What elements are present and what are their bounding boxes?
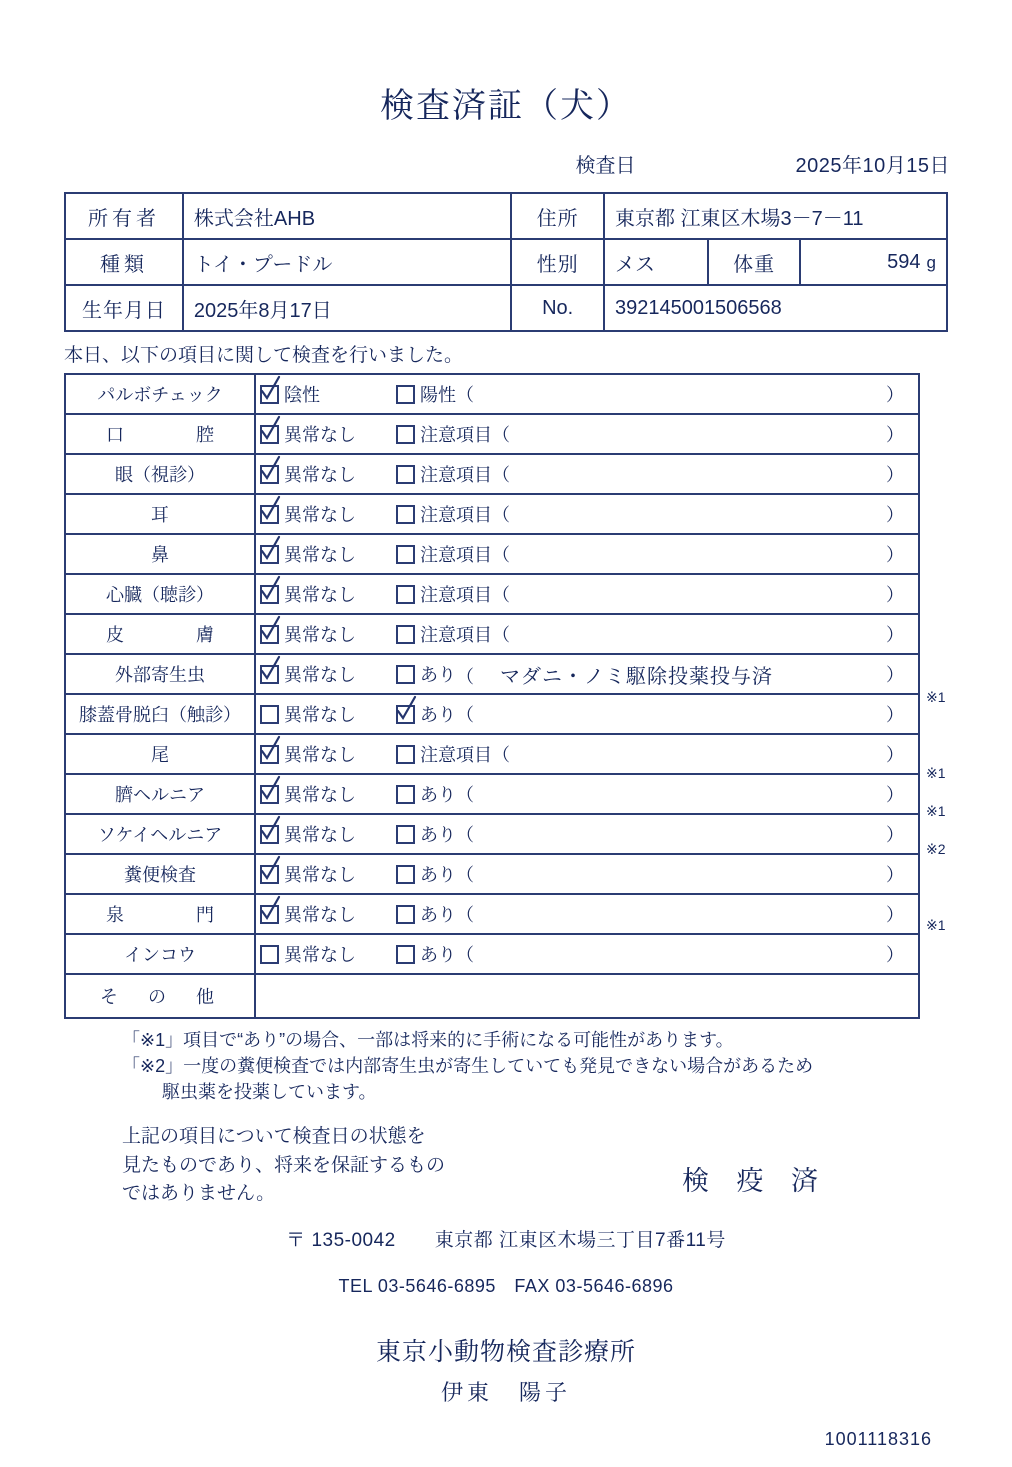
checkbox-option-1[interactable]: [260, 701, 396, 727]
checkbox-icon[interactable]: [260, 385, 279, 404]
sex-value: メス: [604, 239, 708, 285]
exam-item-label: インコウ: [65, 934, 255, 974]
table-row: [65, 774, 919, 814]
checkbox-option-1[interactable]: [260, 621, 396, 647]
checkbox-icon[interactable]: [396, 865, 415, 884]
checkbox-option-1[interactable]: [260, 661, 396, 687]
table-row: [65, 614, 919, 654]
remark-area: [456, 381, 918, 407]
checkbox-icon[interactable]: [396, 465, 415, 484]
check-mark-icon: [260, 495, 282, 521]
footnote-marker: ※1: [926, 917, 946, 933]
exam-item-options: [255, 654, 919, 694]
checkbox-label: 陽性: [420, 385, 456, 405]
sex-label: 性別: [511, 239, 604, 285]
table-row: [65, 494, 919, 534]
table-row: [65, 694, 919, 734]
table-row: [65, 285, 947, 331]
checkbox-label: 注意項目: [420, 585, 492, 605]
exam-date-row: [0, 149, 1012, 178]
exam-item-options: [255, 374, 919, 414]
checkbox-option-2[interactable]: [396, 781, 456, 807]
checkbox-option-1[interactable]: [260, 941, 396, 967]
checkbox-icon[interactable]: [396, 505, 415, 524]
breed-label: 種類: [65, 239, 183, 285]
footnote-2-line1: 「※2」一度の糞便検査では内部寄生虫が寄生していても発見できない場合があるため: [122, 1056, 814, 1077]
remark-area: [456, 901, 918, 927]
remark-close-paren: ）: [886, 385, 904, 405]
disclaimer-line-2: 見たものであり、将来を保証するもの: [122, 1154, 446, 1176]
check-mark-icon: [260, 655, 282, 681]
checkbox-option-1[interactable]: [260, 861, 396, 887]
checkbox-icon[interactable]: [260, 505, 279, 524]
remark-close-paren: ）: [886, 545, 904, 565]
table-row: [65, 239, 947, 285]
remark-area: [492, 541, 918, 567]
checkbox-label: 異常なし: [284, 745, 356, 765]
exam-item-label: 外部寄生虫: [65, 654, 255, 694]
checkbox-option-1[interactable]: [260, 781, 396, 807]
weight-unit: g: [926, 252, 936, 272]
checkbox-option-1[interactable]: [260, 581, 396, 607]
exam-item-label: 耳: [65, 494, 255, 534]
table-row: [65, 814, 919, 854]
checkbox-option-1[interactable]: [260, 461, 396, 487]
exam-item-options: [255, 494, 919, 534]
remark-close-paren: ）: [886, 905, 904, 925]
checkbox-option-1[interactable]: [260, 741, 396, 767]
checkbox-label: あり: [420, 945, 456, 965]
checkbox-icon[interactable]: [396, 585, 415, 604]
examination-table: [64, 373, 920, 1019]
checkbox-label: 注意項目: [420, 625, 492, 645]
exam-item-label: ソケイヘルニア: [65, 814, 255, 854]
checkbox-icon[interactable]: [260, 625, 279, 644]
checkbox-label: 陰性: [284, 385, 320, 405]
checkbox-icon[interactable]: [260, 665, 279, 684]
checkbox-option-2[interactable]: [396, 541, 492, 567]
remark-open-paren: （: [456, 825, 474, 845]
remark-area: [456, 660, 918, 689]
checkbox-option-2[interactable]: [396, 821, 456, 847]
table-row: [65, 934, 919, 974]
checkbox-option-2[interactable]: [396, 461, 492, 487]
remark-open-paren: （: [492, 425, 510, 445]
remark-area: [456, 821, 918, 847]
checkbox-icon[interactable]: [396, 945, 415, 964]
check-mark-icon: [260, 895, 282, 921]
exam-item-options: [255, 814, 919, 854]
checkbox-icon[interactable]: [260, 865, 279, 884]
checkbox-option-1[interactable]: [260, 821, 396, 847]
footnotes: [64, 1027, 948, 1105]
clinic-contact: TEL 03-5646-6895 FAX 03-5646-6896: [338, 1275, 674, 1296]
checkbox-label: 注意項目: [420, 745, 492, 765]
remark-area: [492, 501, 918, 527]
checkbox-option-1[interactable]: [260, 421, 396, 447]
disclaimer-line-1: 上記の項目について検査日の状態を: [122, 1126, 426, 1148]
checkbox-label: 異常なし: [284, 825, 356, 845]
remark-area: [456, 781, 918, 807]
exam-item-options: [255, 854, 919, 894]
checkbox-icon[interactable]: [396, 705, 415, 724]
remark-open-paren: （: [456, 785, 474, 805]
check-mark-icon: [260, 575, 282, 601]
table-row: [65, 894, 919, 934]
remark-open-paren: （: [492, 625, 510, 645]
disclaimer-line-3: ではありません。: [122, 1183, 276, 1205]
quarantine-stamp: 検 疫 済: [681, 1166, 828, 1197]
exam-item-options: [255, 934, 919, 974]
weight-label: 体重: [708, 239, 800, 285]
owner-value: 株式会社AHB: [183, 193, 511, 239]
owner-label: 所有者: [65, 193, 183, 239]
remark-area: [492, 581, 918, 607]
exam-item-label: 泉 門: [65, 894, 255, 934]
table-row: [65, 574, 919, 614]
exam-item-options: [255, 694, 919, 734]
checkbox-option-1[interactable]: [260, 901, 396, 927]
exam-item-label: パルボチェック: [65, 374, 255, 414]
weight-value: 594: [887, 250, 921, 273]
table-row: [65, 974, 919, 1018]
footnote-2-line2: 駆虫薬を投薬しています。: [162, 1082, 377, 1103]
exam-item-label: 心臓（聴診）: [65, 574, 255, 614]
checkbox-label: 異常なし: [284, 505, 356, 525]
remark-close-paren: ）: [886, 625, 904, 645]
remark-text: マダニ・ノミ駆除投薬投与済: [500, 665, 773, 688]
checkbox-icon[interactable]: [260, 705, 279, 724]
checkbox-label: あり: [420, 705, 456, 725]
weight-value-cell: [800, 239, 947, 285]
checkbox-icon[interactable]: [260, 545, 279, 564]
footnote-marker: ※2: [926, 841, 946, 857]
registration-no-value: 392145001506568: [604, 285, 947, 331]
table-row: [65, 374, 919, 414]
footnote-marker: ※1: [926, 803, 946, 819]
checkbox-option-2[interactable]: [396, 621, 492, 647]
exam-item-options: [255, 454, 919, 494]
checkbox-label: 注意項目: [420, 505, 492, 525]
checkbox-icon[interactable]: [396, 825, 415, 844]
remark-close-paren: ）: [886, 865, 904, 885]
checkbox-option-1[interactable]: [260, 501, 396, 527]
checkbox-label: 異常なし: [284, 905, 356, 925]
exam-item-options: [255, 414, 919, 454]
clinic-address: 〒 135-0042 東京都 江東区木場三丁目7番11号: [286, 1229, 726, 1251]
check-mark-icon: [260, 855, 282, 881]
checkbox-icon[interactable]: [260, 465, 279, 484]
remark-open-paren: （: [456, 865, 474, 885]
remark-open-paren: （: [492, 585, 510, 605]
exam-date-value: 2025年10月15日: [795, 155, 950, 177]
remark-close-paren: ）: [886, 825, 904, 845]
remark-open-paren: （: [456, 705, 474, 725]
other-item-value: [255, 974, 919, 1018]
checkbox-label: あり: [420, 785, 456, 805]
check-mark-icon: [260, 455, 282, 481]
footnote-marker: ※1: [926, 689, 946, 705]
remark-close-paren: ）: [886, 505, 904, 525]
checkbox-label: あり: [420, 905, 456, 925]
checkbox-option-2[interactable]: [396, 381, 456, 407]
checkbox-option-2[interactable]: [396, 661, 456, 687]
remark-close-paren: ）: [886, 585, 904, 605]
check-mark-icon: [260, 815, 282, 841]
remark-area: [456, 701, 918, 727]
checkbox-label: 異常なし: [284, 945, 356, 965]
checkbox-label: 異常なし: [284, 705, 356, 725]
checkbox-option-2[interactable]: [396, 901, 456, 927]
checkbox-icon[interactable]: [396, 745, 415, 764]
remark-open-paren: （: [456, 905, 474, 925]
checkbox-option-2[interactable]: [396, 701, 456, 727]
checkbox-label: 異常なし: [284, 865, 356, 885]
checkbox-label: 異常なし: [284, 625, 356, 645]
exam-item-label: 糞便検査: [65, 854, 255, 894]
exam-item-options: [255, 734, 919, 774]
checkbox-option-2[interactable]: [396, 941, 456, 967]
remark-close-paren: ）: [886, 465, 904, 485]
other-item-label: そ の 他: [65, 974, 255, 1018]
checkbox-label: 注意項目: [420, 425, 492, 445]
checkbox-option-2[interactable]: [396, 741, 492, 767]
birth-value: 2025年8月17日: [183, 285, 511, 331]
exam-item-label: 眼（視診）: [65, 454, 255, 494]
table-row: [65, 534, 919, 574]
table-row: [65, 454, 919, 494]
animal-info-table: [64, 192, 948, 332]
check-mark-icon: [260, 735, 282, 761]
clinic-name: 東京小動物検査診療所: [375, 1337, 636, 1366]
examination-checklist: [64, 373, 948, 1019]
checkbox-icon[interactable]: [260, 585, 279, 604]
check-mark-icon: [396, 695, 418, 721]
address-label: 住所: [511, 193, 604, 239]
checkbox-icon[interactable]: [260, 785, 279, 804]
remark-close-paren: ）: [886, 945, 904, 965]
table-row: [65, 414, 919, 454]
exam-date-label: 検査日: [575, 155, 636, 177]
exam-item-label: 皮 膚: [65, 614, 255, 654]
checkbox-option-2[interactable]: [396, 421, 492, 447]
remark-area: [492, 461, 918, 487]
checkbox-option-2[interactable]: [396, 861, 456, 887]
exam-item-options: [255, 894, 919, 934]
checkbox-label: 注意項目: [420, 465, 492, 485]
remark-area: [456, 941, 918, 967]
check-mark-icon: [260, 375, 282, 401]
check-mark-icon: [260, 615, 282, 641]
exam-item-options: [255, 574, 919, 614]
table-row: [65, 654, 919, 694]
checkbox-icon[interactable]: [260, 425, 279, 444]
remark-open-paren: （: [492, 505, 510, 525]
exam-item-label: 臍ヘルニア: [65, 774, 255, 814]
footnote-marker: ※1: [926, 765, 946, 781]
checkbox-icon[interactable]: [396, 545, 415, 564]
remark-area: [456, 861, 918, 887]
checkbox-label: あり: [420, 865, 456, 885]
footer-block: [64, 1123, 948, 1450]
exam-item-label: 鼻: [65, 534, 255, 574]
checkbox-label: 異常なし: [284, 425, 356, 445]
breed-value: トイ・プードル: [183, 239, 511, 285]
remark-close-paren: ）: [886, 785, 904, 805]
remark-open-paren: （: [492, 745, 510, 765]
checkbox-icon[interactable]: [396, 385, 415, 404]
checkbox-option-1[interactable]: [260, 541, 396, 567]
checkbox-icon[interactable]: [396, 425, 415, 444]
checkbox-icon[interactable]: [260, 945, 279, 964]
checkbox-label: あり: [420, 665, 456, 685]
remark-close-paren: ）: [886, 705, 904, 725]
checkbox-icon[interactable]: [260, 745, 279, 764]
remark-close-paren: ）: [886, 665, 904, 685]
table-row: [65, 193, 947, 239]
checkbox-option-2[interactable]: [396, 501, 492, 527]
footnote-1: 「※1」項目で“あり”の場合、一部は将来的に手術になる可能性があります。: [122, 1030, 734, 1050]
checkbox-label: 注意項目: [420, 545, 492, 565]
exam-item-label: 膝蓋骨脱臼（触診）: [65, 694, 255, 734]
exam-item-options: [255, 774, 919, 814]
table-row: [65, 734, 919, 774]
remark-area: [492, 421, 918, 447]
instruction-text: 本日、以下の項目に関して検査を行いました。: [64, 345, 464, 366]
checkbox-option-2[interactable]: [396, 581, 492, 607]
remark-open-paren: （: [492, 545, 510, 565]
checkbox-icon[interactable]: [396, 625, 415, 644]
checkbox-label: 異常なし: [284, 785, 356, 805]
checkbox-label: あり: [420, 825, 456, 845]
checkbox-icon[interactable]: [396, 665, 415, 684]
remark-close-paren: ）: [886, 745, 904, 765]
check-mark-icon: [260, 775, 282, 801]
checkbox-icon[interactable]: [260, 825, 279, 844]
checkbox-label: 異常なし: [284, 545, 356, 565]
checkbox-icon[interactable]: [396, 785, 415, 804]
check-mark-icon: [260, 535, 282, 561]
exam-item-label: 尾: [65, 734, 255, 774]
checkbox-option-1[interactable]: [260, 381, 396, 407]
checkbox-icon[interactable]: [396, 905, 415, 924]
remark-open-paren: （: [456, 385, 474, 405]
page-title: 検査済証（犬）: [380, 87, 632, 125]
exam-item-label: 口 腔: [65, 414, 255, 454]
checkbox-label: 異常なし: [284, 665, 356, 685]
registration-no-label: No.: [511, 285, 604, 331]
table-row: [65, 854, 919, 894]
remark-open-paren: （: [456, 945, 474, 965]
remark-close-paren: ）: [886, 425, 904, 445]
remark-open-paren: （ マダニ・ノミ駆除投薬投与済: [456, 665, 773, 688]
remark-area: [492, 621, 918, 647]
checkbox-label: 異常なし: [284, 585, 356, 605]
checkbox-icon[interactable]: [260, 905, 279, 924]
exam-item-options: [255, 614, 919, 654]
exam-item-options: [255, 534, 919, 574]
doctor-name: 伊東 陽子: [440, 1379, 571, 1405]
birth-label: 生年月日: [65, 285, 183, 331]
address-value: 東京都 江東区木場3－7－11: [604, 193, 947, 239]
remark-open-paren: （: [492, 465, 510, 485]
checkbox-label: 異常なし: [284, 465, 356, 485]
remark-area: [492, 741, 918, 767]
check-mark-icon: [260, 415, 282, 441]
serial-number: 1001118316: [824, 1428, 932, 1449]
